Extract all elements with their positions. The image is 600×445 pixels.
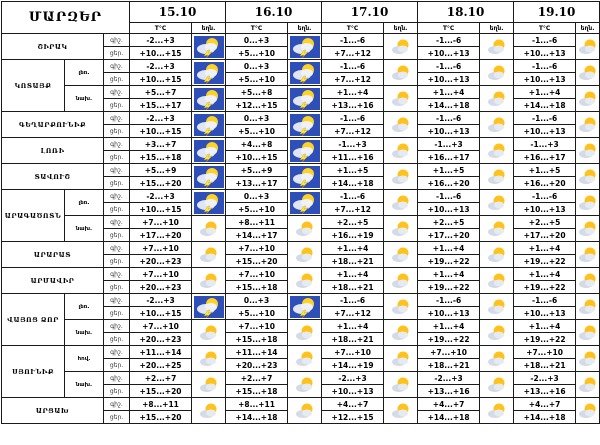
forecast-table bbox=[1, 1, 600, 424]
partly-cloudy-icon bbox=[480, 372, 514, 398]
night-temp: -2...+3 bbox=[418, 372, 480, 385]
day-temp: +16...+17 bbox=[418, 151, 480, 164]
day-temp: +16...+19 bbox=[322, 229, 384, 242]
day-temp: +14...+18 bbox=[418, 99, 480, 112]
partly-cloudy-icon bbox=[384, 268, 418, 294]
date-header: 15.10 bbox=[130, 2, 226, 23]
day-temp: +14...+18 bbox=[514, 99, 576, 112]
partly-cloudy-icon bbox=[480, 164, 514, 190]
partly-cloudy-icon bbox=[192, 346, 226, 372]
storm-icon bbox=[288, 138, 322, 164]
night-temp: -1...-6 bbox=[514, 34, 576, 47]
night-temp: -1...-6 bbox=[514, 112, 576, 125]
night-temp: +1...+4 bbox=[418, 86, 480, 99]
date-header: 18.10 bbox=[418, 2, 514, 23]
day-temp: +13...+17 bbox=[226, 177, 288, 190]
day-temp: +18...+21 bbox=[322, 281, 384, 294]
day-temp: +7...+12 bbox=[322, 47, 384, 60]
day-temp: +20...+25 bbox=[130, 359, 192, 372]
day-temp: +7...+12 bbox=[322, 125, 384, 138]
day-label: ցեր. bbox=[104, 333, 130, 346]
partly-cloudy-icon bbox=[288, 242, 322, 268]
day-label: ցեր. bbox=[104, 411, 130, 424]
storm-icon bbox=[288, 60, 322, 86]
weather-col-header: եղն. bbox=[192, 23, 226, 34]
day-temp: +10...+13 bbox=[514, 203, 576, 216]
subregion-name: նախ. bbox=[65, 320, 104, 346]
partly-cloudy-icon bbox=[384, 294, 418, 320]
night-label: գիշ. bbox=[104, 320, 130, 333]
night-label: գիշ. bbox=[104, 34, 130, 47]
partly-cloudy-icon bbox=[576, 60, 600, 86]
night-label: գիշ. bbox=[104, 86, 130, 99]
day-temp: +15...+18 bbox=[226, 333, 288, 346]
day-temp: +10...+15 bbox=[130, 203, 192, 216]
day-temp: +13...+16 bbox=[514, 385, 576, 398]
night-temp: +11...+14 bbox=[130, 346, 192, 359]
day-label: ցեր. bbox=[104, 151, 130, 164]
day-temp: +17...+20 bbox=[418, 229, 480, 242]
partly-cloudy-icon bbox=[384, 242, 418, 268]
partly-cloudy-icon bbox=[480, 190, 514, 216]
night-temp: -2...+3 bbox=[130, 60, 192, 73]
partly-cloudy-icon bbox=[384, 86, 418, 112]
temp-col-header: T°C bbox=[514, 23, 576, 34]
day-temp: +10...+13 bbox=[514, 47, 576, 60]
night-temp: +1...+4 bbox=[418, 242, 480, 255]
night-temp: +1...+4 bbox=[514, 320, 576, 333]
partly-cloudy-icon bbox=[480, 398, 514, 424]
temp-col-header: T°C bbox=[418, 23, 480, 34]
region-name: ԳԵՂԱՐՔՈՒՆԻՔ bbox=[2, 112, 104, 138]
day-temp: +5...+10 bbox=[226, 47, 288, 60]
night-temp: -2...+3 bbox=[130, 190, 192, 203]
night-temp: -1...-6 bbox=[418, 34, 480, 47]
day-temp: +10...+15 bbox=[130, 125, 192, 138]
day-temp: +15...+18 bbox=[226, 385, 288, 398]
night-temp: 0...+3 bbox=[226, 34, 288, 47]
weather-col-header: եղն. bbox=[384, 23, 418, 34]
partly-cloudy-icon bbox=[288, 268, 322, 294]
day-temp: +10...+13 bbox=[514, 125, 576, 138]
day-label: ցեր. bbox=[104, 99, 130, 112]
night-temp: +1...+4 bbox=[514, 86, 576, 99]
night-temp: -1...+3 bbox=[322, 138, 384, 151]
day-temp: +10...+13 bbox=[418, 203, 480, 216]
day-temp: +16...+20 bbox=[514, 177, 576, 190]
day-temp: +14...+17 bbox=[226, 229, 288, 242]
subregion-name: նախ. bbox=[65, 216, 104, 242]
day-temp: +7...+12 bbox=[322, 73, 384, 86]
night-temp: -1...+3 bbox=[514, 138, 576, 151]
day-label: ցեր. bbox=[104, 281, 130, 294]
night-temp: -2...+3 bbox=[130, 112, 192, 125]
night-temp: -2...+3 bbox=[130, 294, 192, 307]
day-label: ցեր. bbox=[104, 47, 130, 60]
storm-icon bbox=[192, 138, 226, 164]
night-label: գիշ. bbox=[104, 190, 130, 203]
day-label: ցեր. bbox=[104, 385, 130, 398]
day-temp: +15...+17 bbox=[130, 99, 192, 112]
night-temp: +7...+10 bbox=[322, 346, 384, 359]
storm-icon bbox=[192, 112, 226, 138]
day-temp: +19...+22 bbox=[418, 255, 480, 268]
night-temp: -1...-6 bbox=[322, 294, 384, 307]
partly-cloudy-icon bbox=[576, 320, 600, 346]
night-temp: +1...+4 bbox=[418, 268, 480, 281]
night-temp: +7...+10 bbox=[226, 268, 288, 281]
day-temp: +12...+15 bbox=[226, 99, 288, 112]
day-temp: +20...+23 bbox=[130, 281, 192, 294]
partly-cloudy-icon bbox=[384, 164, 418, 190]
night-temp: +8...+11 bbox=[130, 398, 192, 411]
day-label: ցեր. bbox=[104, 203, 130, 216]
day-temp: +7...+12 bbox=[322, 307, 384, 320]
day-temp: +15...+18 bbox=[130, 151, 192, 164]
night-temp: +11...+14 bbox=[226, 346, 288, 359]
partly-cloudy-icon bbox=[192, 242, 226, 268]
storm-icon bbox=[288, 112, 322, 138]
night-label: գիշ. bbox=[104, 164, 130, 177]
day-temp: +20...+23 bbox=[130, 333, 192, 346]
day-temp: +15...+18 bbox=[226, 281, 288, 294]
subregion-name: նախ. bbox=[65, 86, 104, 112]
night-temp: -1...-6 bbox=[418, 190, 480, 203]
date-header: 16.10 bbox=[226, 2, 322, 23]
partly-cloudy-icon bbox=[480, 216, 514, 242]
partly-cloudy-icon bbox=[480, 34, 514, 60]
storm-icon bbox=[192, 60, 226, 86]
partly-cloudy-icon bbox=[576, 86, 600, 112]
day-label: ցեր. bbox=[104, 359, 130, 372]
storm-icon bbox=[192, 86, 226, 112]
night-temp: +7...+10 bbox=[514, 346, 576, 359]
day-temp: +10...+15 bbox=[130, 47, 192, 60]
night-label: գիշ. bbox=[104, 138, 130, 151]
night-temp: +5...+8 bbox=[226, 86, 288, 99]
day-temp: +5...+10 bbox=[226, 307, 288, 320]
day-temp: +10...+15 bbox=[130, 73, 192, 86]
night-temp: +2...+5 bbox=[514, 216, 576, 229]
night-temp: +2...+7 bbox=[130, 372, 192, 385]
night-temp: +7...+10 bbox=[226, 242, 288, 255]
partly-cloudy-icon bbox=[384, 398, 418, 424]
night-label: գիշ. bbox=[104, 268, 130, 281]
partly-cloudy-icon bbox=[576, 242, 600, 268]
night-temp: -1...+3 bbox=[418, 138, 480, 151]
weather-col-header: եղն. bbox=[288, 23, 322, 34]
partly-cloudy-icon bbox=[288, 398, 322, 424]
storm-icon bbox=[288, 294, 322, 320]
night-temp: +7...+10 bbox=[130, 268, 192, 281]
subregion-name: նախ. bbox=[65, 372, 104, 398]
partly-cloudy-icon bbox=[192, 398, 226, 424]
day-temp: +14...+18 bbox=[322, 177, 384, 190]
night-temp: +5...+9 bbox=[130, 164, 192, 177]
partly-cloudy-icon bbox=[480, 294, 514, 320]
region-name: ԱՐԱԳԱԾՈՏՆ bbox=[2, 190, 65, 242]
night-temp: +2...+5 bbox=[322, 216, 384, 229]
subregion-name: լեռ. bbox=[65, 60, 104, 86]
night-temp: +1...+5 bbox=[322, 164, 384, 177]
partly-cloudy-icon bbox=[480, 268, 514, 294]
regions-header: ՄԱՐԶԵՐ bbox=[2, 2, 130, 34]
day-label: ցեր. bbox=[104, 73, 130, 86]
storm-icon bbox=[192, 294, 226, 320]
night-temp: +8...+11 bbox=[226, 216, 288, 229]
partly-cloudy-icon bbox=[384, 320, 418, 346]
subregion-name: լեռ. bbox=[65, 294, 104, 320]
storm-icon bbox=[288, 34, 322, 60]
night-temp: +7...+10 bbox=[130, 216, 192, 229]
day-temp: +19...+22 bbox=[514, 281, 576, 294]
night-label: գիշ. bbox=[104, 294, 130, 307]
day-temp: +10...+13 bbox=[322, 385, 384, 398]
day-temp: +13...+16 bbox=[322, 99, 384, 112]
day-temp: +10...+15 bbox=[130, 307, 192, 320]
partly-cloudy-icon bbox=[384, 138, 418, 164]
day-temp: +19...+22 bbox=[418, 281, 480, 294]
region-name: ՇԻՐԱԿ bbox=[2, 34, 104, 60]
partly-cloudy-icon bbox=[480, 242, 514, 268]
night-label: գիշ. bbox=[104, 242, 130, 255]
day-temp: +18...+21 bbox=[418, 359, 480, 372]
partly-cloudy-icon bbox=[192, 268, 226, 294]
night-temp: +1...+5 bbox=[514, 164, 576, 177]
partly-cloudy-icon bbox=[576, 112, 600, 138]
night-temp: +1...+4 bbox=[322, 268, 384, 281]
region-name: ԼՈՌԻ bbox=[2, 138, 104, 164]
night-label: գիշ. bbox=[104, 372, 130, 385]
partly-cloudy-icon bbox=[576, 164, 600, 190]
day-temp: +10...+13 bbox=[514, 73, 576, 86]
day-temp: +10...+13 bbox=[418, 125, 480, 138]
temp-col-header: T°C bbox=[322, 23, 384, 34]
night-temp: +8...+11 bbox=[226, 398, 288, 411]
night-label: գիշ. bbox=[104, 216, 130, 229]
partly-cloudy-icon bbox=[576, 216, 600, 242]
partly-cloudy-icon bbox=[576, 346, 600, 372]
subregion-name: լեռ. bbox=[65, 190, 104, 216]
night-temp: -2...+3 bbox=[322, 372, 384, 385]
partly-cloudy-icon bbox=[192, 216, 226, 242]
night-temp: +4...+7 bbox=[514, 398, 576, 411]
region-name: ԿՈՏԱՅՔ bbox=[2, 60, 65, 112]
night-temp: -2...+3 bbox=[130, 34, 192, 47]
night-temp: +7...+10 bbox=[418, 346, 480, 359]
night-temp: +7...+10 bbox=[130, 242, 192, 255]
night-temp: +1...+4 bbox=[418, 320, 480, 333]
night-temp: 0...+3 bbox=[226, 60, 288, 73]
partly-cloudy-icon bbox=[384, 216, 418, 242]
night-temp: -1...-6 bbox=[514, 60, 576, 73]
partly-cloudy-icon bbox=[480, 60, 514, 86]
night-temp: +7...+10 bbox=[226, 320, 288, 333]
night-temp: +1...+4 bbox=[322, 86, 384, 99]
night-temp: +4...+8 bbox=[226, 138, 288, 151]
day-temp: +10...+13 bbox=[514, 307, 576, 320]
partly-cloudy-icon bbox=[480, 112, 514, 138]
day-temp: +19...+22 bbox=[514, 255, 576, 268]
partly-cloudy-icon bbox=[576, 372, 600, 398]
date-header: 17.10 bbox=[322, 2, 418, 23]
night-temp: +1...+5 bbox=[418, 164, 480, 177]
partly-cloudy-icon bbox=[576, 294, 600, 320]
storm-icon bbox=[288, 164, 322, 190]
night-temp: +1...+4 bbox=[322, 242, 384, 255]
day-temp: +17...+20 bbox=[514, 229, 576, 242]
storm-icon bbox=[192, 164, 226, 190]
day-temp: +10...+13 bbox=[418, 73, 480, 86]
date-header: 19.10 bbox=[514, 2, 600, 23]
partly-cloudy-icon bbox=[384, 60, 418, 86]
day-temp: +14...+18 bbox=[514, 411, 576, 424]
weather-col-header: եղն. bbox=[576, 23, 600, 34]
partly-cloudy-icon bbox=[384, 34, 418, 60]
region-name: ԱՐՄԱՎԻՐ bbox=[2, 268, 104, 294]
day-temp: +15...+20 bbox=[130, 177, 192, 190]
night-temp: -1...-6 bbox=[418, 60, 480, 73]
day-temp: +17...+20 bbox=[130, 229, 192, 242]
partly-cloudy-icon bbox=[192, 320, 226, 346]
region-name: ԱՐՑԱԽ bbox=[2, 398, 104, 424]
partly-cloudy-icon bbox=[480, 86, 514, 112]
night-temp: +5...+7 bbox=[130, 86, 192, 99]
temp-col-header: T°C bbox=[130, 23, 192, 34]
night-temp: -1...-6 bbox=[514, 190, 576, 203]
partly-cloudy-icon bbox=[480, 346, 514, 372]
night-temp: -1...-6 bbox=[418, 294, 480, 307]
night-label: գիշ. bbox=[104, 398, 130, 411]
partly-cloudy-icon bbox=[288, 216, 322, 242]
partly-cloudy-icon bbox=[288, 346, 322, 372]
day-label: ցեր. bbox=[104, 229, 130, 242]
night-temp: -1...-6 bbox=[322, 112, 384, 125]
night-temp: 0...+3 bbox=[226, 112, 288, 125]
night-temp: +2...+5 bbox=[418, 216, 480, 229]
day-temp: +20...+23 bbox=[130, 255, 192, 268]
subregion-name: հով. bbox=[65, 346, 104, 372]
day-temp: +5...+10 bbox=[226, 73, 288, 86]
night-temp: -1...-6 bbox=[322, 34, 384, 47]
partly-cloudy-icon bbox=[288, 320, 322, 346]
day-temp: +10...+15 bbox=[226, 151, 288, 164]
night-temp: +5...+9 bbox=[226, 164, 288, 177]
night-temp: +7...+10 bbox=[130, 320, 192, 333]
night-temp: +4...+7 bbox=[322, 398, 384, 411]
night-label: գիշ. bbox=[104, 60, 130, 73]
storm-icon bbox=[192, 34, 226, 60]
night-temp: +4...+7 bbox=[418, 398, 480, 411]
night-temp: +1...+4 bbox=[322, 320, 384, 333]
day-temp: +18...+21 bbox=[322, 255, 384, 268]
region-name: ՏԱՎՈՒՇ bbox=[2, 164, 104, 190]
partly-cloudy-icon bbox=[192, 372, 226, 398]
partly-cloudy-icon bbox=[576, 268, 600, 294]
night-temp: +1...+4 bbox=[514, 268, 576, 281]
partly-cloudy-icon bbox=[384, 112, 418, 138]
night-temp: 0...+3 bbox=[226, 294, 288, 307]
day-temp: +10...+13 bbox=[418, 307, 480, 320]
night-label: գիշ. bbox=[104, 346, 130, 359]
night-temp: +1...+4 bbox=[514, 242, 576, 255]
weather-col-header: եղն. bbox=[480, 23, 514, 34]
day-temp: +5...+10 bbox=[226, 125, 288, 138]
region-name: ՎԱՅՈՑ ՁՈՐ bbox=[2, 294, 65, 346]
partly-cloudy-icon bbox=[576, 34, 600, 60]
day-temp: +15...+20 bbox=[226, 255, 288, 268]
day-label: ցեր. bbox=[104, 255, 130, 268]
night-temp: -1...-6 bbox=[322, 190, 384, 203]
partly-cloudy-icon bbox=[576, 138, 600, 164]
night-temp: -1...-6 bbox=[418, 112, 480, 125]
day-temp: +10...+13 bbox=[418, 47, 480, 60]
day-temp: +15...+20 bbox=[130, 385, 192, 398]
night-label: գիշ. bbox=[104, 112, 130, 125]
night-temp: -2...+3 bbox=[514, 372, 576, 385]
night-temp: +2...+7 bbox=[226, 372, 288, 385]
day-temp: +16...+17 bbox=[514, 151, 576, 164]
day-temp: +11...+16 bbox=[322, 151, 384, 164]
day-temp: +19...+22 bbox=[514, 333, 576, 346]
storm-icon bbox=[288, 190, 322, 216]
partly-cloudy-icon bbox=[384, 372, 418, 398]
day-temp: +14...+18 bbox=[226, 411, 288, 424]
night-temp: 0...+3 bbox=[226, 190, 288, 203]
partly-cloudy-icon bbox=[576, 398, 600, 424]
day-temp: +13...+16 bbox=[418, 385, 480, 398]
temp-col-header: T°C bbox=[226, 23, 288, 34]
day-temp: +15...+20 bbox=[130, 411, 192, 424]
day-temp: +18...+21 bbox=[514, 359, 576, 372]
partly-cloudy-icon bbox=[384, 190, 418, 216]
region-name: ԱՐԱՐԱՏ bbox=[2, 242, 104, 268]
partly-cloudy-icon bbox=[480, 320, 514, 346]
day-temp: +14...+19 bbox=[322, 359, 384, 372]
day-temp: +18...+21 bbox=[322, 333, 384, 346]
day-label: ցեր. bbox=[104, 177, 130, 190]
storm-icon bbox=[288, 86, 322, 112]
day-temp: +12...+15 bbox=[322, 411, 384, 424]
day-temp: +20...+23 bbox=[226, 359, 288, 372]
day-temp: +19...+22 bbox=[418, 333, 480, 346]
partly-cloudy-icon bbox=[384, 346, 418, 372]
partly-cloudy-icon bbox=[576, 190, 600, 216]
partly-cloudy-icon bbox=[480, 138, 514, 164]
night-temp: -1...-6 bbox=[322, 60, 384, 73]
partly-cloudy-icon bbox=[288, 372, 322, 398]
day-temp: +16...+20 bbox=[418, 177, 480, 190]
region-name: ՍՅՈՒՆԻՔ bbox=[2, 346, 65, 398]
day-label: ցեր. bbox=[104, 125, 130, 138]
night-temp: -1...-6 bbox=[514, 294, 576, 307]
day-temp: +5...+10 bbox=[226, 203, 288, 216]
day-temp: +7...+12 bbox=[322, 203, 384, 216]
day-temp: +14...+18 bbox=[418, 411, 480, 424]
storm-icon bbox=[192, 190, 226, 216]
night-temp: +3...+7 bbox=[130, 138, 192, 151]
day-label: ցեր. bbox=[104, 307, 130, 320]
